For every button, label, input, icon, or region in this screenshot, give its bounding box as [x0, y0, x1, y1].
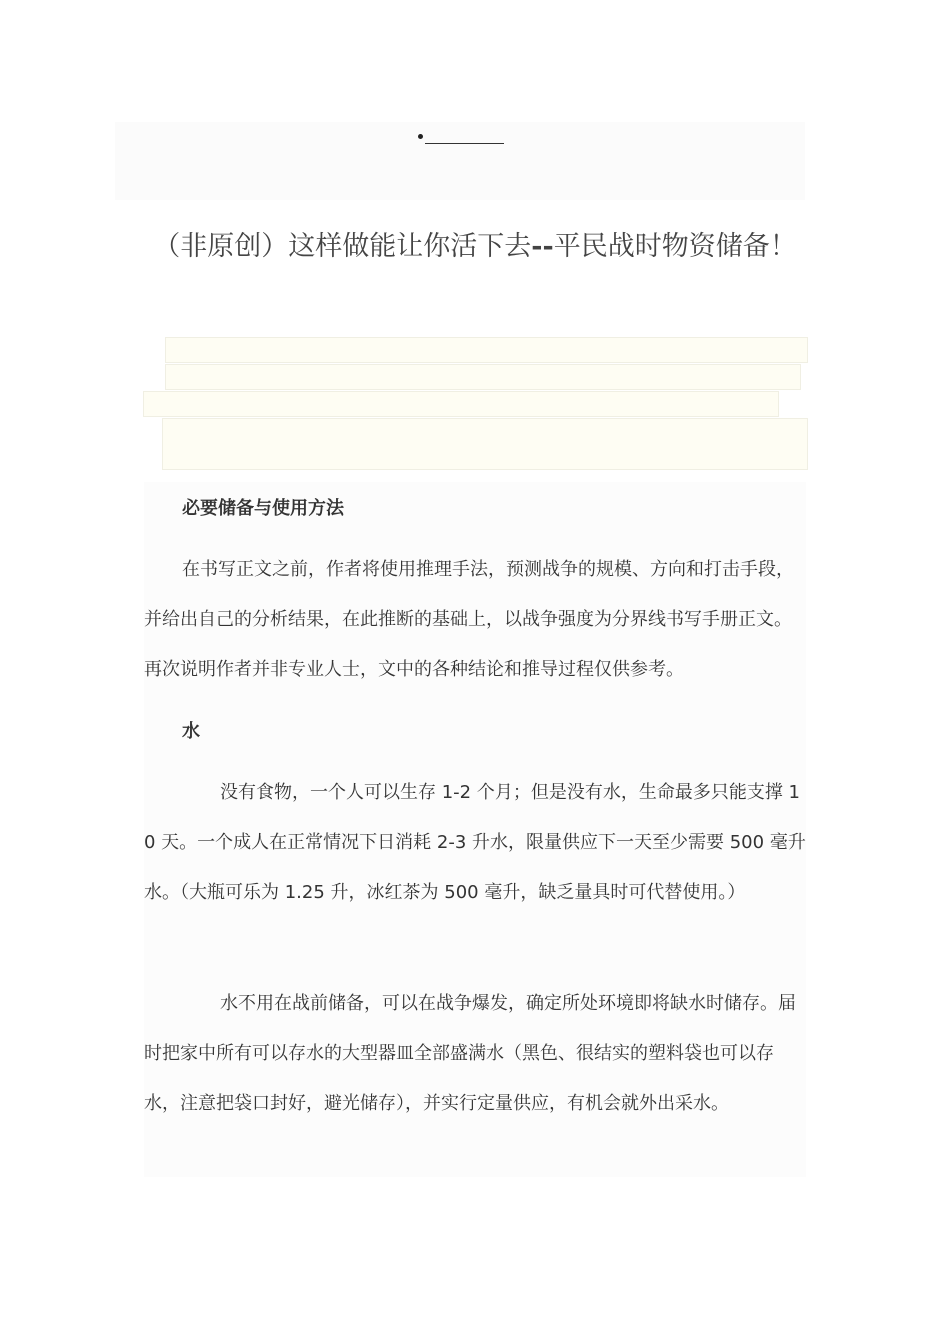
- placeholder-bar: [162, 418, 808, 470]
- section-heading-water: 水: [182, 721, 200, 742]
- placeholder-bar: [143, 391, 779, 417]
- placeholder-bar: [165, 337, 808, 363]
- section-heading-reserves: 必要储备与使用方法: [182, 498, 344, 519]
- page-title: [150, 226, 800, 268]
- title-tail: 平民战时物资储备！: [553, 231, 797, 262]
- title-dash: --: [531, 231, 554, 262]
- water-paragraph-2: 水不用在战前储备，可以在战争爆发，确定所处环境即将缺水时储存。届时把家中所有可以存水的大型器皿全部盛满水（黑色、很结实的塑料袋也可以存水，注意把袋口封好，避光储存），并实行定量供应，有机会就外出采水。: [144, 993, 796, 1114]
- placeholder-bar: [165, 364, 801, 390]
- intro-paragraph: 在书写正文之前，作者将使用推理手法，预测战争的规模、方向和打击手段，并给出自己的分析结果，在此推断的基础上，以战争强度为分界线书写手册正文。再次说明作者并非专业人士，文中的各种结论和推导过程仅供参考。: [144, 559, 794, 680]
- bullet-dot-icon: [418, 134, 423, 139]
- blank-underline: [425, 143, 504, 144]
- water-paragraph-1: 没有食物，一个人可以生存 1-2 个月；但是没有水，生命最多只能支撑 10 天。一个成人在正常情况下日消耗 2-3 升水，限量供应下一天至少需要 500 毫升水。（大瓶可乐为 1.25 升，冰红茶为 500 毫升，缺乏量具时可代替使用。）: [144, 782, 806, 903]
- title-main: （非原创）这样做能让你活下去: [153, 231, 532, 262]
- bullet-blank-line: [418, 128, 508, 148]
